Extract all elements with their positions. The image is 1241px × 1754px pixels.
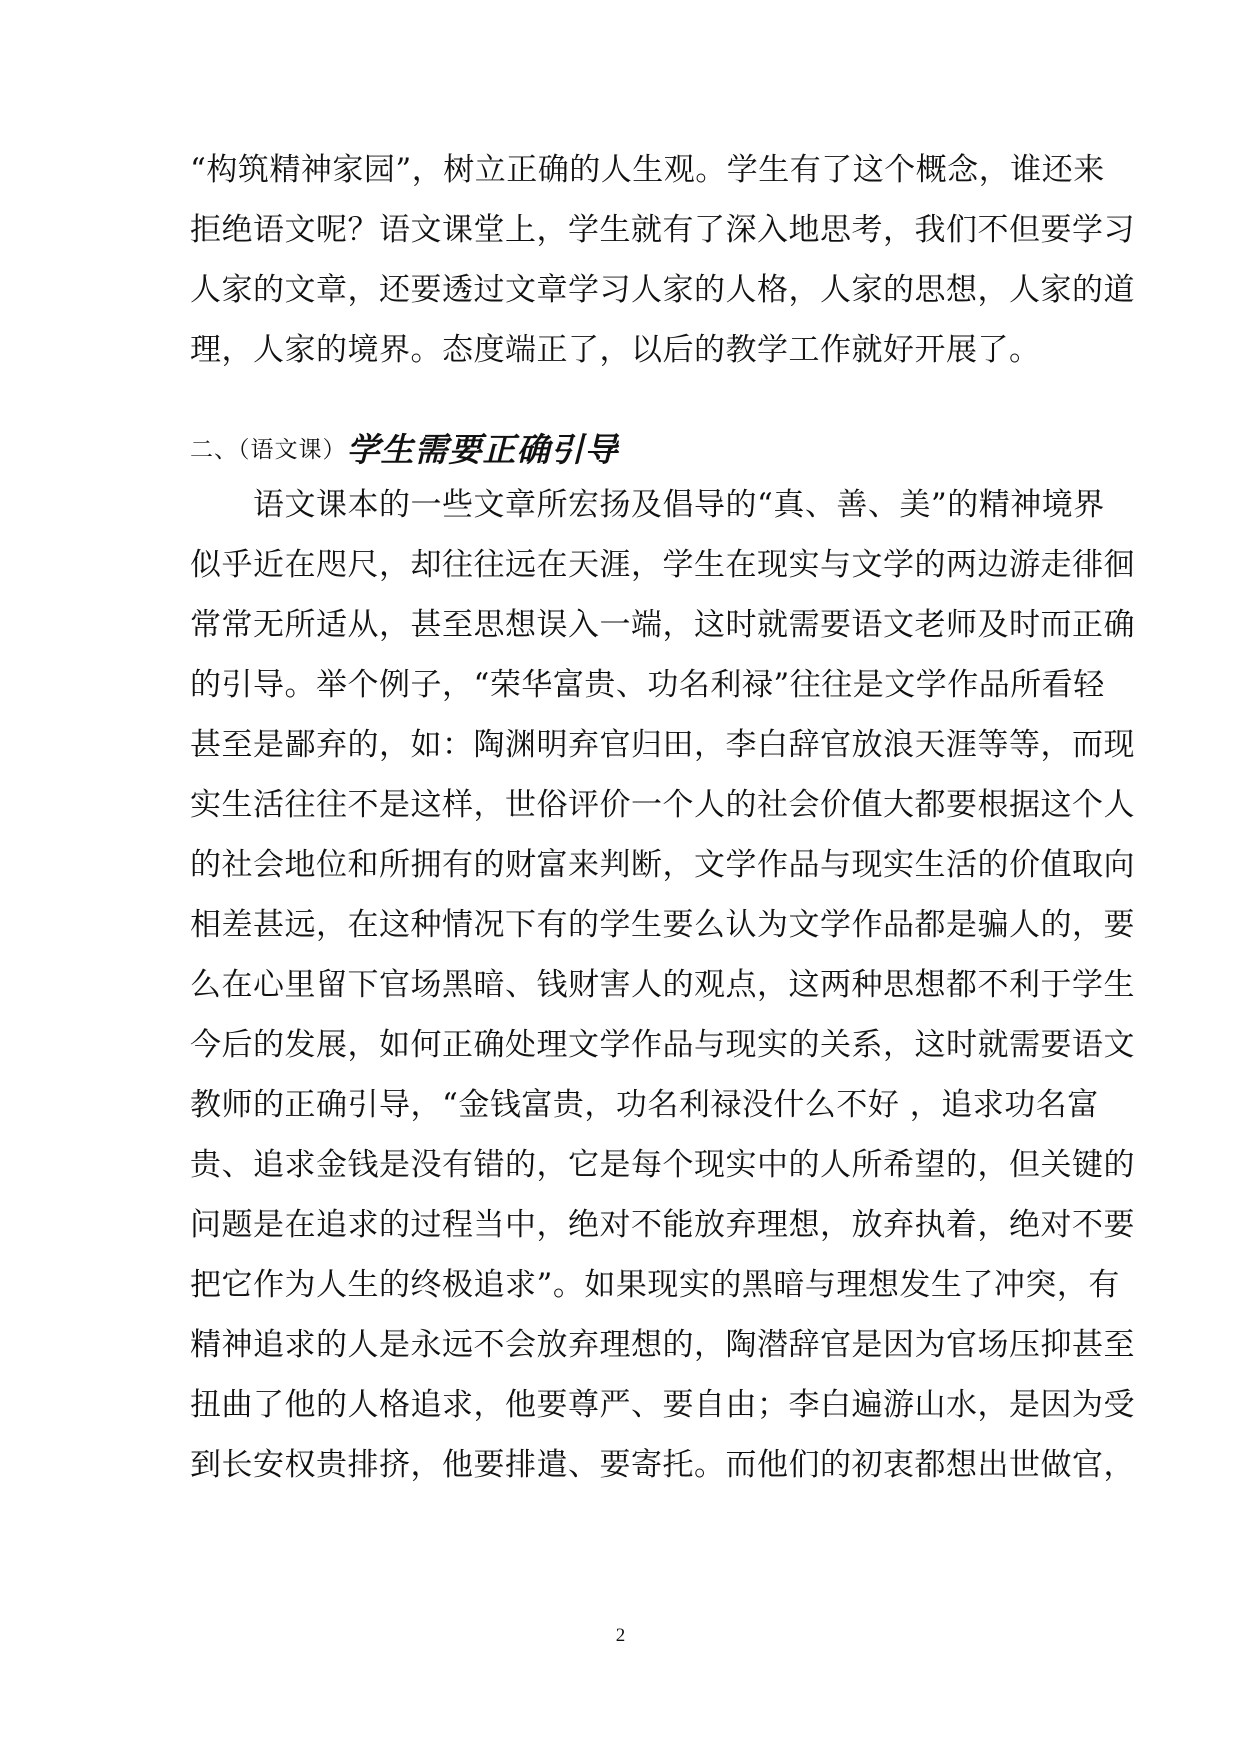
section-heading-prefix: 二、（语文课）	[190, 437, 347, 463]
paragraph-2-line-8: 相差甚远，在这种情况下有的学生要么认为文学作品都是骗人的，要	[190, 907, 1135, 943]
paragraph-1-line-1: “构筑精神家园”，树立正确的人生观。学生有了这个概念，谁还来	[190, 152, 1105, 188]
paragraph-2-line-11: 教师的正确引导，“金钱富贵，功名利禄没什么不好 ，追求功名富	[190, 1087, 1099, 1123]
paragraph-1-line-4: 理，人家的境界。态度端正了，以后的教学工作就好开展了。	[190, 332, 1041, 368]
section-heading	[190, 424, 619, 472]
page-number: 2	[615, 1625, 626, 1646]
paragraph-2-line-12: 贵、追求金钱是没有错的，它是每个现实中的人所希望的，但关键的	[190, 1147, 1135, 1183]
paragraph-2-line-10: 今后的发展，如何正确处理文学作品与现实的关系，这时就需要语文	[190, 1027, 1135, 1063]
paragraph-2-line-7: 的社会地位和所拥有的财富来判断，文学作品与现实生活的价值取向	[190, 847, 1135, 883]
section-heading-title: 学生需要正确引导	[346, 430, 619, 469]
paragraph-2-line-9: 么在心里留下官场黑暗、钱财害人的观点，这两种思想都不利于学生	[190, 967, 1135, 1003]
paragraph-2-line-15: 精神追求的人是永远不会放弃理想的，陶潜辞官是因为官场压抑甚至	[190, 1327, 1135, 1363]
paragraph-1-line-3: 人家的文章，还要透过文章学习人家的人格，人家的思想，人家的道	[190, 272, 1135, 308]
paragraph-2-line-2: 似乎近在咫尺，却往往远在天涯，学生在现实与文学的两边游走徘徊	[190, 547, 1135, 583]
paragraph-2-line-17: 到长安权贵排挤，他要排遣、要寄托。而他们的初衷都想出世做官，	[190, 1447, 1135, 1483]
paragraph-2-line-16: 扭曲了他的人格追求，他要尊严、要自由；李白遍游山水，是因为受	[190, 1387, 1135, 1423]
paragraph-2-line-13: 问题是在追求的过程当中，绝对不能放弃理想，放弃执着，绝对不要	[190, 1207, 1135, 1243]
paragraph-2-line-14: 把它作为人生的终极追求”。如果现实的黑暗与理想发生了冲突，有	[190, 1267, 1120, 1303]
paragraph-1-line-2: 拒绝语文呢？语文课堂上，学生就有了深入地思考，我们不但要学习	[190, 212, 1135, 248]
paragraph-2-line-6: 实生活往往不是这样，世俗评价一个人的社会价值大都要根据这个人	[190, 787, 1135, 823]
paragraph-2-line-3: 常常无所适从，甚至思想误入一端，这时就需要语文老师及时而正确	[190, 607, 1135, 643]
paragraph-2-line-1: 语文课本的一些文章所宏扬及倡导的“真、善、美”的精神境界	[190, 487, 1105, 523]
paragraph-2-line-4: 的引导。举个例子，“荣华富贵、功名利禄”往往是文学作品所看轻	[190, 667, 1105, 703]
paragraph-2-line-5: 甚至是鄙弃的，如：陶渊明弃官归田，李白辞官放浪天涯等等，而现	[190, 727, 1135, 763]
